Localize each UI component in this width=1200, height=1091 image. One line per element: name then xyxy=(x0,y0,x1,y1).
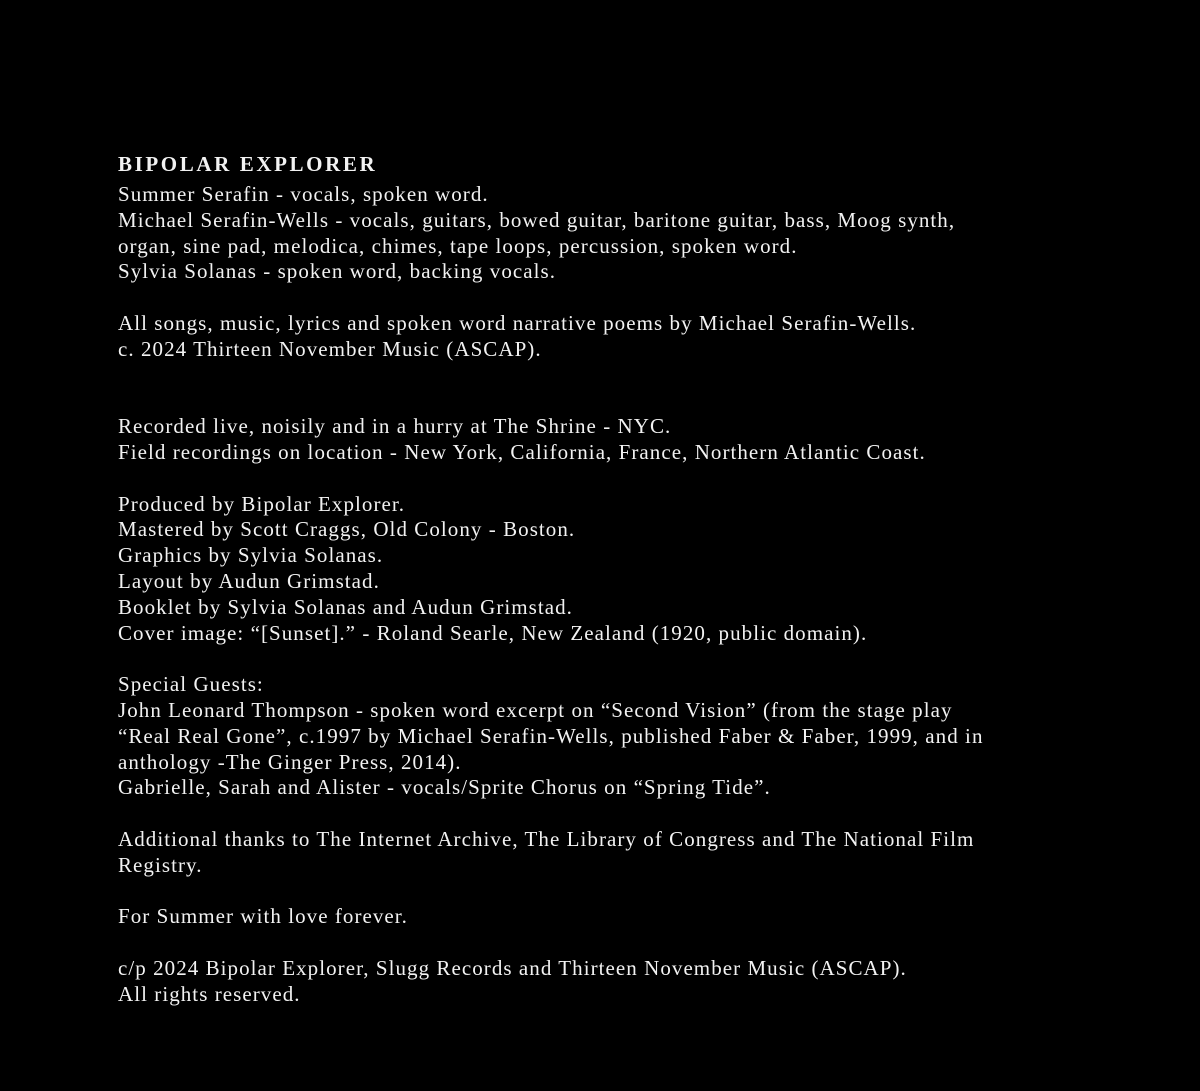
credit-line: Produced by Bipolar Explorer. xyxy=(118,491,406,516)
credit-line: organ, sine pad, melodica, chimes, tape loops, percussion, spoken word. xyxy=(118,233,798,258)
spacer xyxy=(118,646,1178,672)
credit-line: All songs, music, lyrics and spoken word narrative poems by Michael Serafin-Wells. xyxy=(118,310,917,335)
credit-line: Gabrielle, Sarah and Alister - vocals/Sprite Chorus on “Spring Tide”. xyxy=(118,775,771,800)
credit-line: “Real Real Gone”, c.1997 by Michael Serafin-Wells, published Faber & Faber, 1999, and in xyxy=(118,723,984,748)
credit-line: Sylvia Solanas - spoken word, backing vocals. xyxy=(118,259,557,284)
credit-line: Graphics by Sylvia Solanas. xyxy=(118,543,384,568)
spacer xyxy=(118,879,1178,905)
spacer xyxy=(118,466,1178,492)
credit-line: Cover image: “[Sunset].” - Roland Searle, New Zealand (1920, public domain). xyxy=(118,620,868,645)
credit-line: John Leonard Thompson - spoken word excerpt on “Second Vision” (from the stage play xyxy=(118,697,953,722)
spacer xyxy=(118,930,1178,956)
credit-line: Field recordings on location - New York, California, France, Northern Atlantic Coast. xyxy=(118,439,926,464)
credit-line: Booklet by Sylvia Solanas and Audun Grimstad. xyxy=(118,594,573,619)
credit-line: Mastered by Scott Craggs, Old Colony - Boston. xyxy=(118,517,576,542)
credit-line: anthology -The Ginger Press, 2014). xyxy=(118,749,462,774)
credit-line: c/p 2024 Bipolar Explorer, Slugg Records and Thirteen November Music (ASCAP). xyxy=(118,955,907,980)
band-title: BIPOLAR EXPLORER xyxy=(118,152,378,176)
spacer xyxy=(118,285,1178,311)
credit-line: Layout by Audun Grimstad. xyxy=(118,568,380,593)
credit-line: Additional thanks to The Internet Archive, The Library of Congress and The National Film xyxy=(118,826,975,851)
credit-line: All rights reserved. xyxy=(118,981,301,1006)
credit-line: c. 2024 Thirteen November Music (ASCAP). xyxy=(118,336,542,361)
spacer xyxy=(118,363,1178,415)
credit-line: Registry. xyxy=(118,852,203,877)
credit-line: Special Guests: xyxy=(118,672,264,697)
credit-line: Summer Serafin - vocals, spoken word. xyxy=(118,182,489,206)
spacer xyxy=(118,801,1178,827)
credits-block xyxy=(118,150,1178,1008)
credit-line: Michael Serafin-Wells - vocals, guitars, bowed guitar, baritone guitar, bass, Moog synth, xyxy=(118,207,956,232)
credit-line: For Summer with love forever. xyxy=(118,904,408,929)
credit-line: Recorded live, noisily and in a hurry at The Shrine - NYC. xyxy=(118,414,672,439)
